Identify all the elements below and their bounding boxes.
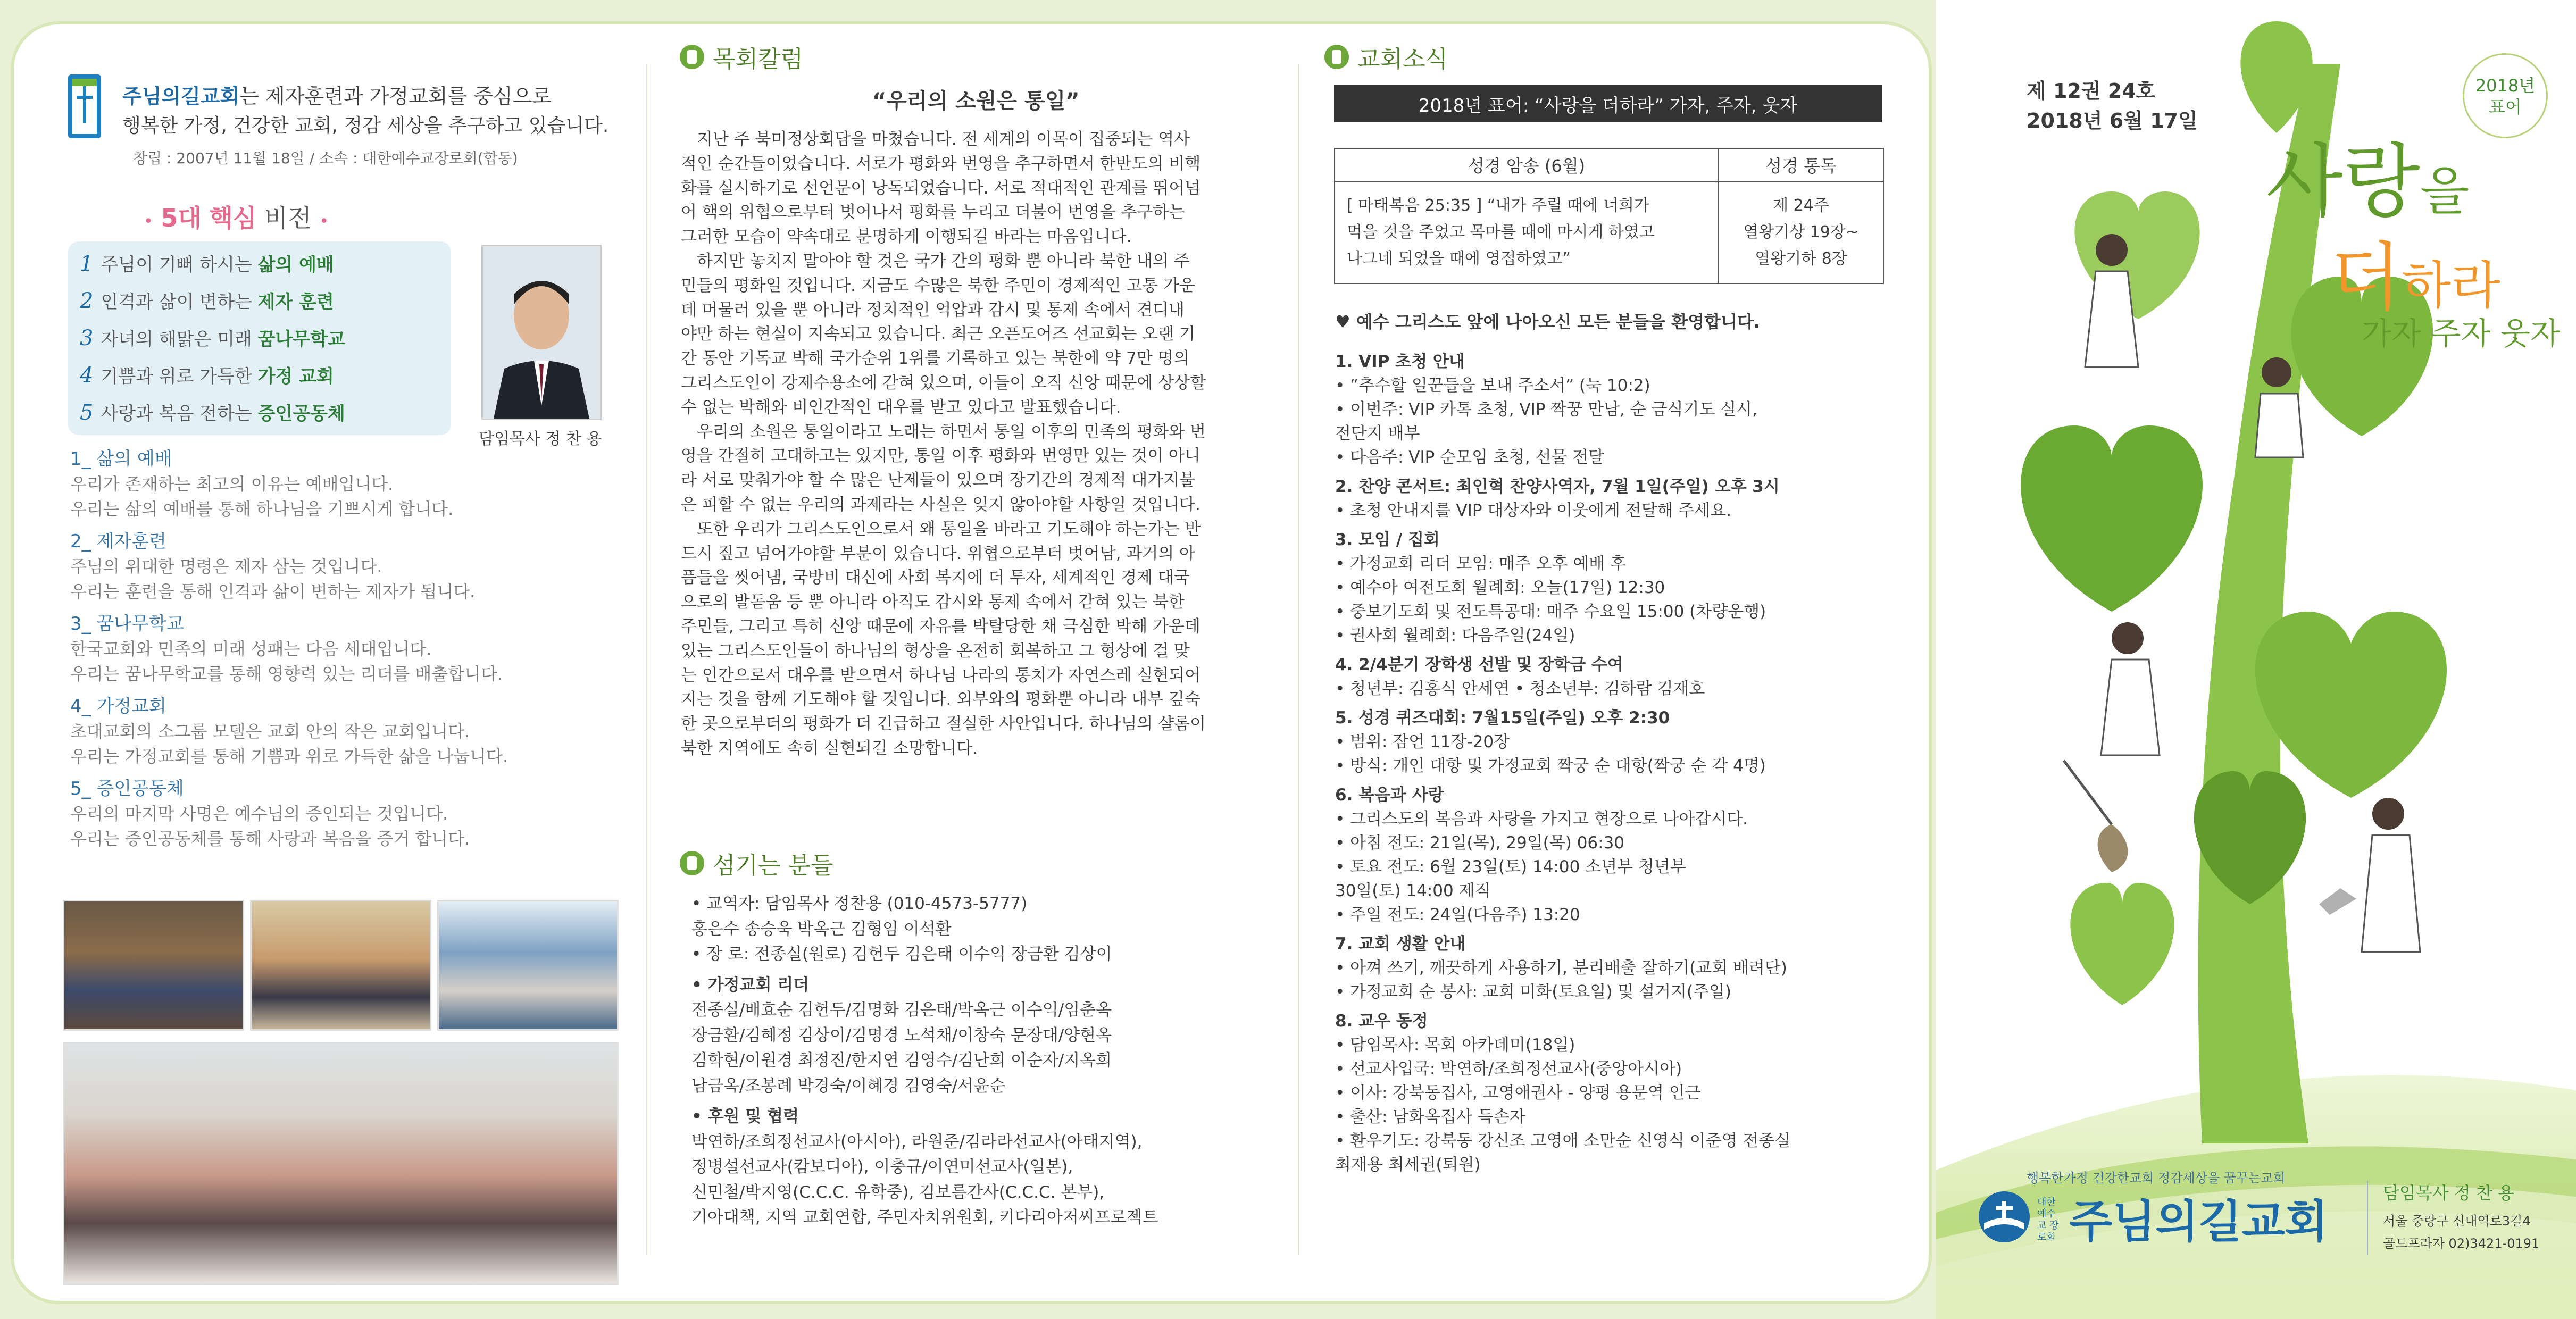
text-line: • 이사: 강북동집사, 고영애권사 - 양평 용문역 인근	[1335, 1083, 1701, 1103]
section-bullet-icon	[680, 45, 704, 69]
denomination-label: 대한예수교 장로회	[2037, 1197, 2059, 1243]
text-line: • 가정교회 순 봉사: 교회 미화(토요일) 및 설거지(주일)	[1335, 982, 1732, 1001]
text-line: 6. 복음과 사랑	[1335, 786, 1444, 805]
text-line: • 중보기도회 및 전도특공대: 매주 수요일 15:00 (차량운행)	[1335, 602, 1766, 621]
text-line: 2. 찬양 콘서트: 최인혁 찬양사역자, 7월 1일(주일) 오후 3시	[1335, 477, 1780, 496]
church-slogan: 행복한가정 건강한교회 정감세상을 꿈꾸는교회	[2027, 1171, 2286, 1186]
core-item: 3 자녀의 해맑은 미래 꿈나무학교	[80, 326, 345, 350]
text-line: • 출산: 남화옥집사 득손자	[1335, 1107, 1525, 1126]
tree-illustration	[1936, 0, 2576, 1319]
text-line: 드시 짚고 넘어가야할 부분이 있습니다. 위협으로부터 벗어남, 과거의 아	[681, 544, 1195, 563]
table-head-reading: 성경 통독	[1719, 149, 1883, 182]
section-bullet-icon	[680, 851, 704, 875]
text-line: 신민철/박지영(C.C.C. 유학중), 김보름간사(C.C.C. 본부),	[691, 1182, 1105, 1202]
text-line: 있는 그리스도인들이 하나님의 형상을 온전히 회복하고 그 형상에 걸 맞	[681, 641, 1190, 661]
church-intro-line2: 행복한 가정, 건강한 교회, 정감 세상을 추구하고 있습니다.	[122, 115, 609, 137]
text-line: 수 없는 박해와 비인간적인 대우를 받고 있다고 발표했습니다.	[681, 397, 1121, 417]
column-section-header: 목회칼럼	[680, 38, 803, 76]
vision-title-key: 핵심	[209, 204, 257, 232]
explanation-head: 5_ 증인공동체	[70, 778, 184, 799]
text-line: • 예수아 여전도회 월례회: 오늘(17일) 12:30	[1335, 578, 1665, 597]
text-line: • 가정교회 리더 모임: 매주 오후 예배 후	[1335, 554, 1626, 573]
issue-date: 2018년 6월 17일	[2027, 109, 2198, 132]
church-phone: 골드프라자 02)3421-0191	[2383, 1236, 2540, 1251]
text-line: 그러한 모습이 약속대로 분명하게 이행되길 바라는 마음입니다.	[681, 227, 1132, 247]
news-list	[1335, 345, 1790, 1177]
core-item: 1 주님이 기뻐 하시는 삶의 예배	[80, 252, 334, 276]
text-line: • 장 로: 전종실(원로) 김헌두 김은태 이수익 장금환 김상이	[691, 945, 1112, 964]
text-line: • 토요 전도: 6월 23일(토) 14:00 소년부 청년부	[1335, 857, 1686, 876]
explanation-head: 3_ 꿈나무학교	[70, 613, 184, 635]
vision-explanations: 1_ 삶의 예배 우리가 존재하는 최고의 이유는 예배입니다. 우리는 삶의 예배를 통해 하나님을 기쁘시게 합니다. 2_ 제자훈련 주님의 위대한 명령은 제자 삼는 것입니다. 우리는 훈련을 통해 인격과 삶이 변하는 제자가 됩니다. 3_ 꿈나무학교 한국교회와 민족의 미래 성패는 다음 세대입니다. 우리는 꿈나무학교를 통해 영향력 있는 리더를 배출합니다. 4_ 가정교회 초대교회의 소그룹 모델은 교회 안의 작은 교회입니다. 우리는 가정교회를 통해 기쁨과 위로 가득한 삶을 나눕니다. 5_ 증인공동체 우리의 마지막 사명은 예수님의 증인되는 것입니다. 우리는 증인공동체를 통해 사랑과 복음을 증거 합니다.	[70, 447, 508, 851]
year-motto-badge: 2018년 표어	[2463, 53, 2548, 138]
text-line: 간 동안 기독교 박해 국가순위 1위를 기록하고 있는 북한에 약 7만 명의	[681, 349, 1190, 369]
text-line: 북한 지역에도 속히 실현되길 소망합니다.	[681, 738, 978, 758]
welcome-line: ♥ 예수 그리스도 앞에 나아오신 모든 분들을 환영합니다.	[1335, 312, 1760, 332]
text-line: 픔들을 씻어냄, 국방비 대신에 사회 복지에 더 투자, 세계적인 경제 대국	[681, 568, 1190, 588]
core-item: 4 기쁨과 위로 가득한 가정 교회	[80, 363, 334, 388]
text-line: 야만 하는 현실이 지속되고 있습니다. 최근 오픈도어즈 선교회는 오랜 기	[681, 324, 1195, 344]
text-line: 지는 것을 함께 기도해야 할 것입니다. 외부와의 평화뿐 아니라 내부 깊숙	[681, 690, 1201, 709]
text-line: 4. 2/4분기 장학생 선발 및 장학금 수여	[1335, 655, 1623, 674]
text-line: • 초청 안내지를 VIP 대상자와 이웃에게 전달해 주세요.	[1335, 501, 1732, 520]
text-line: • 아침 전도: 21일(목), 29일(목) 06:30	[1335, 833, 1625, 853]
text-line: • 방식: 개인 대항 및 가정교회 짝궁 순 대항(짝궁 순 각 4명)	[1335, 756, 1766, 775]
text-line: 또한 우리가 그리스도인으로서 왜 통일을 바라고 기도해야 하는가는 반	[697, 519, 1201, 539]
text-line: 8. 교우 동정	[1335, 1012, 1428, 1031]
text-line: 데 머물러 있을 뿐 아니라 정치적인 억압과 감시 및 통제 속에서 견디내	[681, 300, 1185, 320]
text-line: • 가정교회 리더	[691, 975, 810, 995]
text-line: 30일(토) 14:00 제직	[1335, 881, 1491, 900]
text-line: • “추수할 일꾼들을 보내 주소서” (눅 10:2)	[1335, 376, 1650, 395]
scripture-table	[1334, 148, 1884, 284]
text-line: 7. 교회 생활 안내	[1335, 934, 1466, 954]
text-line: 전단지 배부	[1335, 424, 1420, 443]
cover-title-line2: 더하라	[2330, 235, 2500, 321]
explanation-head: 1_ 삶의 예배	[70, 448, 172, 470]
cover-pastor: 담임목사 정 찬 용	[2383, 1183, 2514, 1203]
text-line: • 범위: 잠언 11장-20장	[1335, 732, 1510, 752]
text-line: 주민들, 그리고 특히 신앙 때문에 자유를 박탈당한 채 극심한 박해 가운데	[681, 616, 1201, 636]
text-line: 김학현/이원경 최정진/한지연 김영수/김난희 이순자/지옥희	[691, 1051, 1112, 1070]
pastor-caption: 담임목사 정 찬 용	[479, 430, 602, 448]
founded-info: 창립 : 2007년 11월 18일 / 소속 : 대한예수교장로회(합동)	[133, 149, 518, 167]
text-line: 라 서로 맞춰가야 할 수 많은 난제들이 있으며 장기간의 경제적 대가지불	[681, 471, 1195, 490]
text-line: 하지만 놓치지 말아야 할 것은 국가 간의 평화 뿐 아니라 북한 내의 주	[697, 251, 1190, 271]
vision-title-tail: 비전	[264, 204, 312, 232]
church-photo	[63, 900, 244, 1031]
text-line: 1. VIP 초청 안내	[1335, 352, 1465, 371]
church-emblem-icon	[1979, 1191, 2030, 1242]
text-line: 3. 모임 / 집회	[1335, 530, 1440, 549]
text-line: 어 핵의 위협으로부터 벗어나서 평화를 누리고 더불어 번영을 추구하는	[681, 203, 1185, 222]
text-line: • 교역자: 담임목사 정찬용 (010-4573-5777)	[691, 894, 1028, 913]
vision-title-num: 5대	[161, 204, 202, 232]
text-line: • 환우기도: 강북동 강신조 고영애 소만순 신영식 이준영 전종실	[1335, 1131, 1791, 1150]
servers-list	[691, 891, 1158, 1231]
column-divider	[646, 64, 647, 1255]
text-line: 민들의 평화일 것입니다. 지금도 수많은 북한 주민이 경제적인 고통 가운	[681, 276, 1195, 295]
text-line: • 권사회 월례회: 다음주일(24일)	[1335, 626, 1575, 645]
church-intro-text: 는 제자훈련과 가정교회를 중심으로	[239, 85, 552, 108]
text-line: 그리스도인이 강제수용소에 갇혀 있으며, 이들이 오직 신앙 때문에 상상할	[681, 373, 1206, 393]
text-line: 으로의 발돋움 등 뿐 아니라 아직도 감시와 통제 속에서 갇혀 있는 북한	[681, 592, 1185, 612]
reading-text: 제 24주 열왕기상 19장~ 열왕기하 8장	[1743, 196, 1859, 268]
explanation-head: 2_ 제자훈련	[70, 531, 166, 552]
news-section-header: 교회소식	[1324, 38, 1448, 76]
text-line: 박연하/조희정선교사(아시아), 라원준/김라라선교사(아태지역),	[691, 1132, 1143, 1151]
church-photo	[250, 900, 431, 1031]
text-line: • 후원 및 협력	[691, 1107, 799, 1126]
text-line: 기아대책, 지역 교회연합, 주민자치위원회, 키다리아저씨프로젝트	[691, 1208, 1158, 1227]
text-line: 5. 성경 퀴즈대회: 7월15일(주일) 오후 2:30	[1335, 708, 1670, 728]
church-logo-icon	[68, 74, 101, 138]
text-line: • 담임목사: 목회 아카데미(18일)	[1335, 1036, 1575, 1055]
core-item: 2 인격과 삶이 변하는 제자 훈련	[80, 289, 334, 313]
cover-page	[1936, 0, 2576, 1319]
cover-divider	[2367, 1181, 2368, 1255]
church-name-inline: 주님의길교회	[122, 85, 240, 108]
cover-subtitle: 가자 주자 웃자	[2362, 315, 2561, 352]
motto-banner: 2018년 표어: “사랑을 더하라” 가자, 주자, 웃자	[1334, 85, 1882, 122]
text-line: 한 곳으로부터의 평화가 더 긴급하고 절실한 사안입니다. 하나님의 샬롬이	[681, 714, 1206, 734]
servers-section-header: 섬기는 분들	[680, 845, 833, 882]
table-head-recitation: 성경 암송 (6월)	[1335, 149, 1719, 182]
text-line: • 이번주: VIP 카톡 초청, VIP 짝꿍 만남, 순 금식기도 실시,	[1335, 400, 1757, 419]
text-line: 정병설선교사(캄보디아), 이충규/이연미선교사(일본),	[691, 1157, 1073, 1176]
text-line: 전종실/배효순 김헌두/김명화 김은태/박옥근 이수익/임춘옥	[691, 1000, 1112, 1020]
text-line: 장금환/김혜정 김상이/김명경 노석채/이창숙 문장대/양현옥	[691, 1025, 1112, 1045]
column-title: “우리의 소원은 통일”	[872, 89, 1080, 113]
text-line: 영을 간절히 고대하고는 있지만, 통일 이후 평화와 번영만 있는 것이 아니	[681, 446, 1201, 466]
text-line: 지난 주 북미정상회담을 마쳤습니다. 전 세계의 이목이 집중되는 역사	[697, 130, 1190, 149]
text-line: 적인 순간들이었습니다. 서로가 평화와 번영을 추구하면서 한반도의 비핵	[681, 154, 1201, 173]
text-line: 홍은수 송승욱 박옥근 김형임 이석환	[691, 919, 952, 939]
vision-title: • 5대 핵심 비전 •	[144, 204, 329, 232]
verse-text: [ 마태복음 25:35 ] “내가 주릴 때에 너희가 먹을 것을 주었고 목마를 때에 마시게 하였고 나그네 되었을 때에 영접하였고”	[1347, 196, 1655, 268]
church-intro	[122, 80, 552, 109]
explanation-head: 4_ 가정교회	[70, 696, 166, 717]
text-line: • 그리스도의 복음과 사랑을 가지고 현장으로 나아갑시다.	[1335, 809, 1748, 829]
text-line: • 선교사입국: 박연하/조희정선교사(중앙아시아)	[1335, 1059, 1682, 1079]
section-bullet-icon	[1324, 45, 1349, 69]
column-divider	[1298, 64, 1299, 1255]
cover-title-line1: 사랑을	[2266, 136, 2470, 228]
core-item: 5 사랑과 복음 전하는 증인공동체	[80, 400, 345, 425]
column-body	[681, 128, 1206, 761]
church-photo	[437, 900, 619, 1031]
cover-church-name: 주님의길교회	[2069, 1196, 2328, 1248]
text-line: • 주일 전도: 24일(다음주) 13:20	[1335, 905, 1580, 924]
text-line: • 청년부: 김홍식 안세연 • 청소년부: 김하람 김재호	[1335, 679, 1705, 698]
text-line: 는 인간으로서 대우를 받으면서 하나님 나라의 통치가 자연스레 실현되어	[681, 665, 1201, 685]
group-photo	[63, 1042, 619, 1285]
text-line: 남금옥/조봉례 박경숙/이혜경 김영숙/서윤순	[691, 1076, 1006, 1096]
text-line: 화를 실시하기로 선언문이 낭독되었습니다. 서로 적대적인 관계를 뛰어넘	[681, 178, 1201, 198]
text-line: 최재용 최세권(퇴원)	[1335, 1155, 1481, 1174]
text-line: • 아껴 쓰기, 깨끗하게 사용하기, 분리배출 잘하기(교회 배려단)	[1335, 958, 1787, 978]
text-line: 은 피할 수 없는 우리의 과제라는 사실은 잊지 않아야할 사항일 것입니다.	[681, 495, 1201, 514]
volume-number: 제 12권 24호	[2027, 79, 2156, 103]
text-line: • 다음주: VIP 순모임 초청, 선물 전달	[1335, 448, 1605, 467]
text-line: 우리의 소원은 통일이라고 노래는 하면서 통일 이후의 민족의 평화와 번	[697, 422, 1206, 441]
church-address: 서울 중랑구 신내역로3길4	[2383, 1214, 2531, 1229]
pastor-photo	[481, 245, 602, 420]
